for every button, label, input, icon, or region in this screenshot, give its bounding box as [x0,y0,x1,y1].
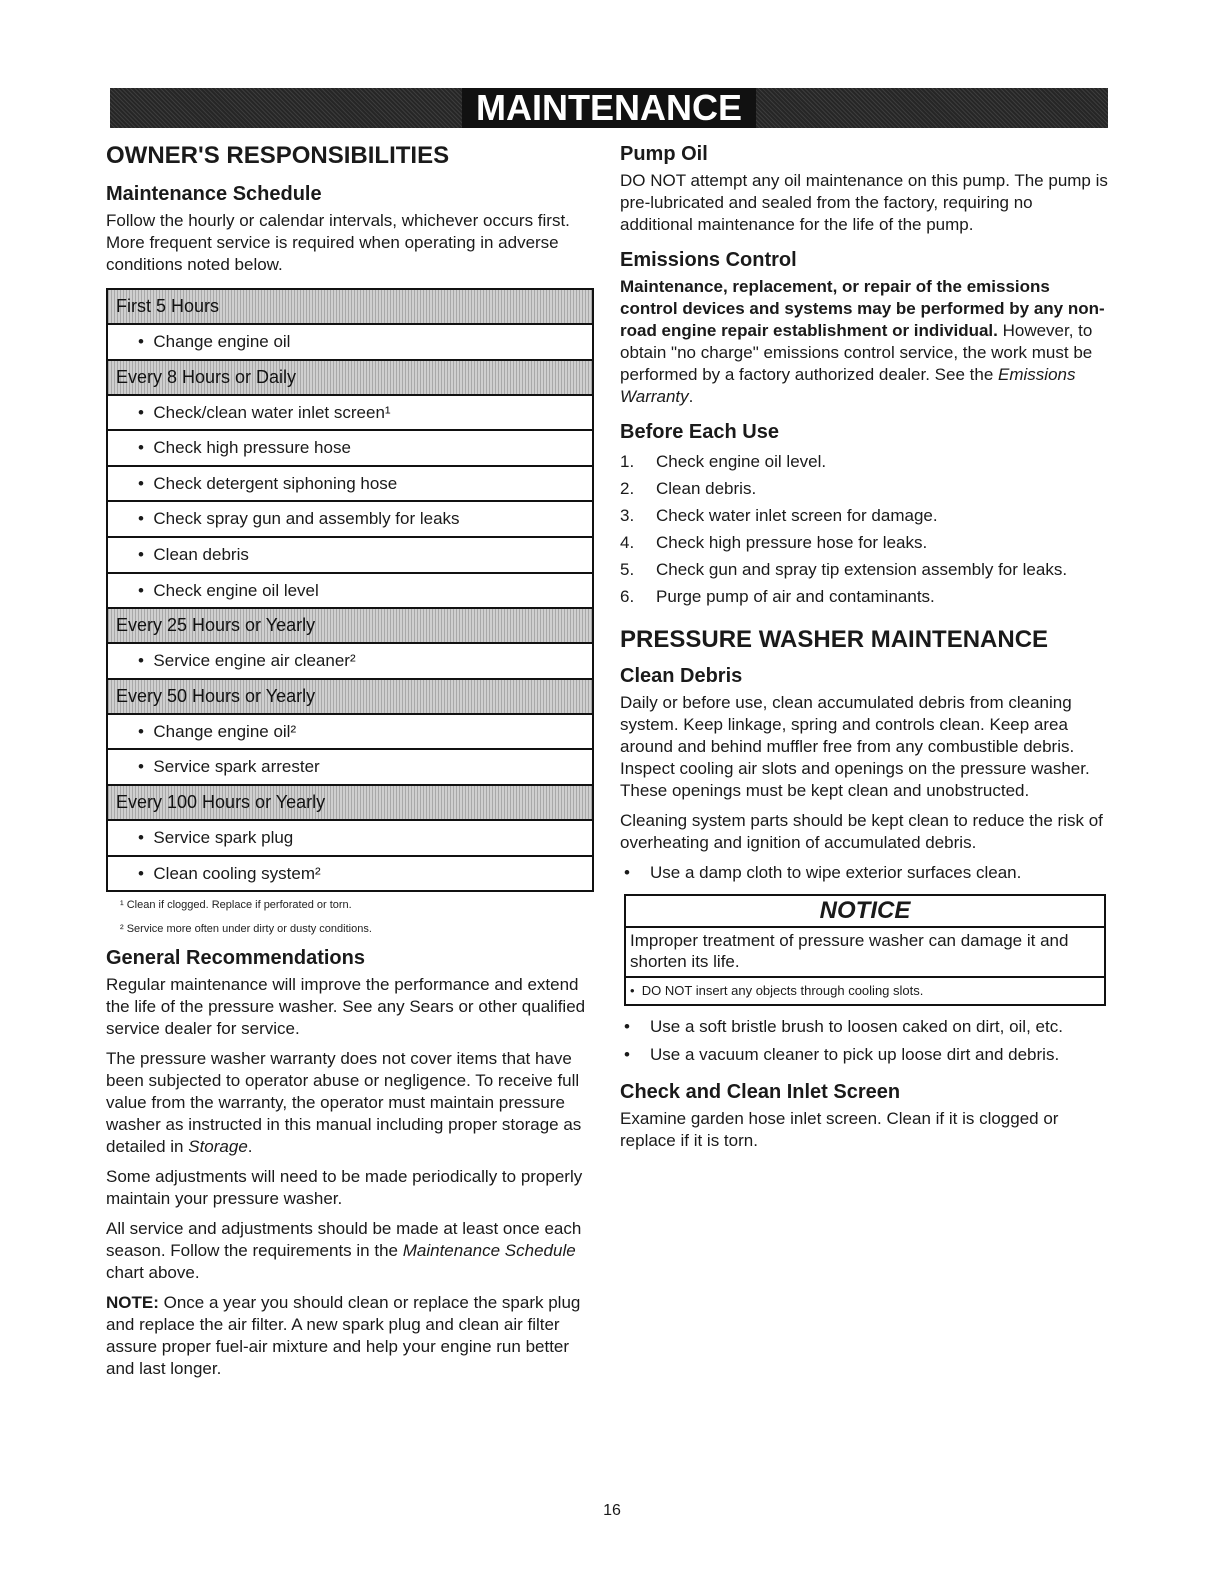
page-number: 16 [603,1502,621,1519]
inlet-screen-text: Examine garden hose inlet screen. Clean if it is clogged or replace if it is torn. [620,1109,1059,1150]
schedule-item: • Check spray gun and assembly for leaks [108,502,592,538]
list-item: 5. Check gun and spray tip extension assembly for leaks. [620,560,1068,579]
general-recommendations-heading: General Recommendations [106,947,365,970]
inlet-screen-heading: Check and Clean Inlet Screen [620,1081,901,1103]
general-paragraph-2: The pressure washer warranty does not cover items that have been subjected to operator abuse or negligence. To receive full value from the warranty, the operator must maintain pressure washer as instructed in this manual including proper storage as detailed in Storage. [106,1049,582,1157]
emissions-warranty-reference: Emissions Warranty [620,365,1076,406]
schedule-item: • Check high pressure hose [108,431,592,467]
pressure-washer-maintenance-heading: PRESSURE WASHER MAINTENANCE [620,626,1049,653]
pump-oil-text: DO NOT attempt any oil maintenance on this pump. The pump is pre-lubricated and sealed from the factory, requiring no additional maintenance for the life of the pump. [620,171,1108,234]
schedule-item: • Clean cooling system² [108,857,592,893]
left-column [106,142,590,1388]
notice-bullet: • DO NOT insert any objects through cooling slots. [630,983,924,998]
general-paragraph-4: All service and adjustments should be made at least once each season. Follow the requirements in the Maintenance Schedule chart above. [106,1219,582,1283]
schedule-group-header: Every 50 Hours or Yearly [108,680,592,715]
footnote-1: ¹ Clean if clogged. Replace if perforated or torn. [120,899,352,912]
list-item: 3. Check water inlet screen for damage. [620,506,938,525]
general-paragraph-1: Regular maintenance will improve the performance and extend the life of the pressure washer. See any Sears or other qualified service dealer for service. [106,975,586,1039]
clean-debris-bullet: • Use a damp cloth to wipe exterior surfaces clean. [624,863,1022,882]
clean-debris-heading: Clean Debris [620,665,743,687]
list-item: 6. Purge pump of air and contaminants. [620,587,935,606]
section-banner [110,88,1108,128]
right-column [620,142,1110,1160]
general-paragraph-3: Some adjustments will need to be made periodically to properly maintain your pressure washer. [106,1167,583,1209]
schedule-group-header: First 5 Hours [108,290,592,325]
banner-title: MAINTENANCE [462,88,756,128]
emissions-control-text: Maintenance, replacement, or repair of the emissions control devices and systems may be performed by any non-road engine repair establishment or individual. However, to obtain "no charge" emissions control service, the work must be performed by a factory authorized dealer. See the Emissions Warranty. [620,277,1105,406]
owners-responsibilities-heading: OWNER'S RESPONSIBILITIES [106,142,450,169]
list-item: 2. Clean debris. [620,479,757,498]
before-each-use-heading: Before Each Use [620,421,779,443]
notice-title: NOTICE [626,896,1104,928]
clean-debris-bullet: • Use a vacuum cleaner to pick up loose dirt and debris. [624,1045,1060,1064]
clean-debris-paragraph-1: Daily or before use, clean accumulated debris from cleaning system. Keep linkage, spring and controls clean. Keep area around and behind muffler free from any combustible debris. Inspect cooling air slots and openings on the pressure washer. These openings must be kept clean and unobstructed. [620,693,1090,800]
clean-debris-paragraph-2: Cleaning system parts should be kept clean to reduce the risk of overheating and ignition of accumulated debris. [620,811,1103,852]
schedule-group-header: Every 8 Hours or Daily [108,361,592,396]
note-paragraph: NOTE: Once a year you should clean or replace the spark plug and replace the air filter. A new spark plug and clean air filter assure proper fuel-air mixture and help your engine run better and last longer. [106,1293,581,1379]
note-label: NOTE: [106,1293,159,1313]
schedule-item: • Check/clean water inlet screen¹ [108,396,592,432]
schedule-item: • Check detergent siphoning hose [108,467,592,503]
schedule-item: • Change engine oil² [108,715,592,751]
list-item: 4. Check high pressure hose for leaks. [620,533,928,552]
schedule-item: • Service engine air cleaner² [108,644,592,680]
schedule-reference: Maintenance Schedule [402,1241,576,1261]
emissions-control-heading: Emissions Control [620,249,797,271]
storage-reference: Storage [188,1137,248,1157]
schedule-item: • Change engine oil [108,325,592,361]
footnote-2: ² Service more often under dirty or dusty conditions. [120,923,372,936]
list-item: 1. Check engine oil level. [620,452,827,471]
schedule-item: • Clean debris [108,538,592,574]
pump-oil-heading: Pump Oil [620,143,708,165]
before-each-use-list [620,448,1110,610]
notice-box [624,894,1106,1006]
maintenance-schedule-heading: Maintenance Schedule [106,183,322,205]
schedule-item: • Service spark plug [108,821,592,857]
maintenance-schedule-table [106,288,594,892]
schedule-group-header: Every 25 Hours or Yearly [108,609,592,644]
notice-text: Improper treatment of pressure washer can damage it and shorten its life. [626,928,1104,978]
schedule-intro: Follow the hourly or calendar intervals, whichever occurs first. More frequent service is required when operating in adverse conditions noted below. [106,211,570,274]
schedule-item: • Service spark arrester [108,750,592,786]
schedule-item: • Check engine oil level [108,574,592,610]
schedule-group-header: Every 100 Hours or Yearly [108,786,592,821]
clean-debris-bullet: • Use a soft bristle brush to loosen caked on dirt, oil, etc. [624,1017,1063,1036]
